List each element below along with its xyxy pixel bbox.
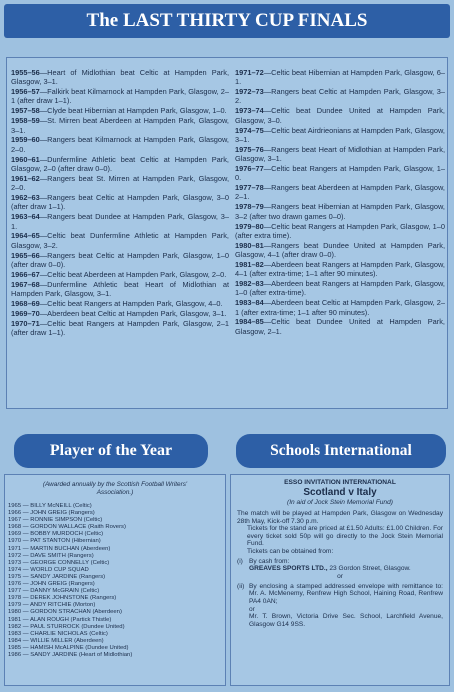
invitation-heading: ESSO INVITATION INTERNATIONAL bbox=[284, 479, 396, 486]
greaves-sports-name: GREAVES SPORTS LTD., bbox=[249, 565, 328, 573]
cup-final-entry: 1955–56—Heart of Midlothian beat Celtic at Hampden Park, Glasgow, 3–1. bbox=[11, 68, 229, 87]
player-of-year-item: 1985 — HAMISH McALPINE (Dundee United) bbox=[8, 644, 129, 651]
cup-final-result: Celtic beat Airdrieonians at Hampden Park, Glasgow, 3–1. bbox=[235, 125, 445, 144]
finals-left-column bbox=[11, 68, 229, 338]
player-of-year-item: 1984 — WILLIE MILLER (Aberdeen) bbox=[8, 637, 104, 644]
cup-final-entry: 1966–67—Celtic beat Aberdeen at Hampden Park, Glasgow, 2–0. bbox=[11, 269, 227, 279]
player-of-year-item: 1969 — BOBBY MURDOCH (Celtic) bbox=[8, 531, 104, 538]
cup-final-result: Heart of Midlothian beat Celtic at Hampden Park, Glasgow, 3–1. bbox=[11, 68, 229, 87]
cup-final-entry: 1967–68—Dunfermline Athletic beat Heart of Midlothian at Hampden Park, Glasgow, 3–1. bbox=[11, 279, 229, 298]
cup-final-result: Celtic beat Rangers at Hampden Park, Glasgow, 2–1 (after draw 1–1). bbox=[11, 318, 229, 337]
cup-final-result: Rangers beat Hibernian at Hampden Park, Glasgow, 3–2 (after two drawn games 0–0). bbox=[235, 202, 445, 221]
cup-final-season: 1984–85 bbox=[235, 317, 264, 327]
cup-final-entry: 1969–70—Aberdeen beat Celtic at Hampden Park, Glasgow, 3–1. bbox=[11, 308, 227, 318]
greaves-sports-address: 23 Gordon Street, Glasgow. bbox=[327, 565, 411, 573]
cup-final-entry: 1962–63—Rangers beat Celtic at Hampden Park, Glasgow, 3–0 (after draw 1–1). bbox=[11, 193, 229, 212]
cup-final-season: 1959–60 bbox=[11, 135, 40, 145]
cup-final-season: 1968–69 bbox=[11, 298, 40, 308]
cup-final-result: Celtic beat Rangers at Hampden Park, Glasgow, 4–0. bbox=[47, 298, 223, 308]
cup-final-entry: 1979–80—Celtic beat Rangers at Hampden Park, Glasgow, 1–0 (after extra time). bbox=[235, 221, 445, 240]
cup-final-entry: 1978–79—Rangers beat Hibernian at Hampden Park, Glasgow, 3–2 (after two drawn games 0–0). bbox=[235, 202, 445, 221]
cup-final-season: 1970–71 bbox=[11, 318, 40, 328]
schools-international-title: Schools International bbox=[270, 442, 412, 459]
cup-final-season: 1960–61 bbox=[11, 154, 40, 164]
cup-final-entry: 1961–62—Rangers beat St. Mirren at Hampden Park, Glasgow, 2–0. bbox=[11, 173, 229, 193]
cup-final-result: Celtic beat Rangers at Hampden Park, Glasgow, 1–0 (after extra time). bbox=[235, 221, 445, 240]
player-of-year-item: 1975 — SANDY JARDINE (Rangers) bbox=[8, 573, 106, 580]
player-of-year-item: 1971 — MARTIN BUCHAN (Aberdeen) bbox=[8, 545, 111, 552]
cup-final-season: 1979–80 bbox=[235, 221, 264, 231]
or-separator: or bbox=[337, 572, 343, 580]
match-title: Scotland v Italy bbox=[303, 487, 377, 498]
cup-final-season: 1962–63 bbox=[11, 193, 40, 203]
player-of-year-item: 1980 — GORDON STRACHAN (Aberdeen) bbox=[8, 609, 122, 616]
player-of-year-subtitle: (Awarded annually by the Scottish Football Writers' Association.) bbox=[42, 481, 188, 496]
cup-final-entry: 1960–61—Dunfermline Athletic beat Celtic at Hampden Park, Glasgow, 2–0 (after draw 0–0). bbox=[11, 154, 229, 173]
ticket-prices: Tickets for the stand are priced at £1.50 Adults: £1.00 Children. For every ticket sold 50p will go directly to the Jock Stein Memorial Fund. bbox=[247, 525, 443, 548]
or-separator-2: or bbox=[249, 605, 255, 613]
ticket-sources-intro: Tickets can be obtained from: bbox=[247, 547, 334, 555]
cup-final-result: Falkirk beat Kilmarnock at Hampden Park, Glasgow, 2–1 (after draw 1–1). bbox=[11, 87, 229, 106]
player-of-year-item: 1976 — JOHN GREIG (Rangers) bbox=[8, 581, 95, 588]
cup-final-season: 1972–73 bbox=[235, 87, 264, 97]
cup-final-season: 1976–77 bbox=[235, 163, 264, 173]
cup-final-entry: 1964–65—Celtic beat Dunfermline Athletic at Hampden Park, Glasgow, 3–2. bbox=[11, 231, 229, 250]
cup-final-entry: 1975–76—Rangers beat Heart of Midlothian at Hampden Park, Glasgow, 3–1. bbox=[235, 144, 445, 164]
player-of-year-item: 1972 — DAVE SMITH (Rangers) bbox=[8, 552, 94, 559]
cup-final-result: Rangers beat Celtic at Hampden Park, Glasgow, 1–0 (after draw 0–0). bbox=[11, 250, 229, 269]
option-post bbox=[237, 583, 443, 629]
cup-final-season: 1964–65 bbox=[11, 231, 40, 241]
memorial-fund-note: (In aid of Jock Stein Memorial Fund) bbox=[287, 499, 393, 506]
player-of-year-item: 1966 — JOHN GREIG (Rangers) bbox=[8, 510, 95, 517]
option-post-address-2: Mr. T. Brown, Victoria Drive Sec. School, Larchfield Avenue, Glasgow G14 9SS. bbox=[249, 613, 443, 628]
cup-final-season: 1958–59 bbox=[11, 116, 40, 126]
cup-final-result: Aberdeen beat Rangers at Hampden Park, Glasgow, 1–0 (after extra-time). bbox=[235, 279, 445, 298]
player-of-year-banner bbox=[14, 434, 208, 468]
player-of-year-item: 1973 — GEORGE CONNELLY (Celtic) bbox=[8, 559, 110, 566]
player-of-year-item: 1982 — PAUL STURROCK (Dundee United) bbox=[8, 623, 125, 630]
cup-final-result: Rangers beat Aberdeen at Hampden Park, Glasgow, 2–1. bbox=[235, 183, 445, 202]
player-of-year-item: 1979 — ANDY RITCHIE (Morton) bbox=[8, 602, 96, 609]
cup-final-result: Clyde beat Hibernian at Hampden Park, Glasgow, 1–0. bbox=[47, 106, 227, 116]
option-cash bbox=[237, 558, 443, 573]
cup-final-result: Dunfermline Athletic beat Celtic at Hampden Park, Glasgow, 2–0 (after draw 0–0). bbox=[11, 154, 229, 173]
cup-final-result: Aberdeen beat Rangers at Hampden Park, Glasgow, 4–1 (after extra-time; 1–1 after 90 minutes). bbox=[235, 259, 445, 279]
player-of-year-item: 1970 — PAT STANTON (Hibernian) bbox=[8, 538, 101, 545]
cup-final-result: Rangers beat Dundee at Hampden Park, Glasgow, 3–1. bbox=[11, 212, 229, 231]
cup-final-season: 1957–58 bbox=[11, 106, 40, 116]
cup-final-result: Rangers beat Dundee United at Hampden Park, Glasgow, 4–1 (after draw 0–0). bbox=[235, 240, 445, 259]
cup-final-season: 1974–75 bbox=[235, 125, 264, 135]
cup-final-entry: 1977–78—Rangers beat Aberdeen at Hampden Park, Glasgow, 2–1. bbox=[235, 183, 445, 202]
cup-final-season: 1963–64 bbox=[11, 212, 40, 222]
cup-final-entry: 1970–71—Celtic beat Rangers at Hampden Park, Glasgow, 2–1 (after draw 1–1). bbox=[11, 318, 229, 337]
player-of-year-item: 1986 — SANDY JARDINE (Heart of Midlothian) bbox=[8, 651, 133, 658]
cup-final-entry: 1963–64—Rangers beat Dundee at Hampden Park, Glasgow, 3–1. bbox=[11, 212, 229, 231]
cup-final-entry: 1983–84—Aberdeen beat Celtic at Hampden Park, Glasgow, 2–1 (after extra-time; 1–1 after 90 minutes). bbox=[235, 298, 445, 317]
cup-final-season: 1961–62 bbox=[11, 173, 40, 183]
cup-final-result: Celtic beat Rangers at Hampden Park, Glasgow, 1–0. bbox=[235, 163, 445, 183]
cup-final-season: 1973–74 bbox=[235, 106, 264, 116]
player-of-year-item: 1978 — DEREK JOHNSTONE (Rangers) bbox=[8, 595, 117, 602]
cup-final-entry: 1980–81—Rangers beat Dundee United at Hampden Park, Glasgow, 4–1 (after draw 0–0). bbox=[235, 240, 445, 259]
player-of-year-item: 1974 — WORLD CUP SQUAD bbox=[8, 566, 89, 573]
cup-final-season: 1978–79 bbox=[235, 202, 264, 212]
cup-final-result: Aberdeen beat Celtic at Hampden Park, Glasgow, 2–1 (after extra-time; 1–1 after 90 minutes). bbox=[235, 298, 445, 317]
cup-final-entry: 1972–73—Rangers beat Celtic at Hampden Park, Glasgow, 3–2. bbox=[235, 87, 445, 106]
cup-final-entry: 1958–59—St. Mirren beat Aberdeen at Hampden Park, Glasgow, 3–1. bbox=[11, 116, 229, 135]
finals-right-column bbox=[235, 68, 445, 337]
cup-final-entry: 1968–69—Celtic beat Rangers at Hampden Park, Glasgow, 4–0. bbox=[11, 298, 223, 308]
cup-final-entry: 1981–82—Aberdeen beat Rangers at Hampden Park, Glasgow, 4–1 (after extra-time; 1–1 after 90 minutes). bbox=[235, 259, 445, 279]
player-of-year-item: 1977 — DANNY McGRAIN (Celtic) bbox=[8, 588, 100, 595]
cup-final-entry: 1965–66—Rangers beat Celtic at Hampden Park, Glasgow, 1–0 (after draw 0–0). bbox=[11, 250, 229, 269]
cup-final-entry: 1957–58—Clyde beat Hibernian at Hampden Park, Glasgow, 1–0. bbox=[11, 106, 227, 116]
cup-final-season: 1983–84 bbox=[235, 298, 264, 308]
match-details: The match will be played at Hampden Park, Glasgow on Wednesday 28th May, Kick-off 7.30 p.m. bbox=[237, 510, 443, 525]
player-of-year-item: 1965 — BILLY McNEILL (Celtic) bbox=[8, 503, 92, 509]
cup-final-season: 1971–72 bbox=[235, 68, 264, 77]
player-of-year-panel bbox=[4, 474, 226, 686]
player-of-year-list bbox=[8, 503, 225, 659]
cup-final-result: Dunfermline Athletic beat Heart of Midlothian at Hampden Park, Glasgow, 3–1. bbox=[11, 279, 229, 298]
cup-final-season: 1975–76 bbox=[235, 144, 264, 154]
cup-final-entry: 1974–75—Celtic beat Airdrieonians at Hampden Park, Glasgow, 3–1. bbox=[235, 125, 445, 144]
cup-final-result: Rangers beat Celtic at Hampden Park, Glasgow, 3–0 (after draw 1–1). bbox=[11, 193, 229, 212]
cup-final-result: Rangers beat Celtic at Hampden Park, Glasgow, 3–2. bbox=[235, 87, 445, 106]
player-of-year-item: 1981 — ALAN ROUGH (Partick Thistle) bbox=[8, 616, 112, 623]
cup-final-entry: 1973–74—Celtic beat Dundee United at Hampden Park, Glasgow, 3–0. bbox=[235, 106, 445, 125]
cup-final-entry: 1956–57—Falkirk beat Kilmarnock at Hampden Park, Glasgow, 2–1 (after draw 1–1). bbox=[11, 87, 229, 106]
cup-final-entry: 1971–72—Celtic beat Hibernian at Hampden Park, Glasgow, 6–1. bbox=[235, 68, 445, 87]
cup-final-entry: 1982–83—Aberdeen beat Rangers at Hampden Park, Glasgow, 1–0 (after extra-time). bbox=[235, 279, 445, 298]
player-of-year-item: 1967 — RONNIE SIMPSON (Celtic) bbox=[8, 517, 103, 524]
cup-final-result: Aberdeen beat Celtic at Hampden Park, Glasgow, 3–1. bbox=[47, 308, 227, 318]
cup-final-season: 1966–67 bbox=[11, 269, 40, 279]
cup-final-result: Rangers beat Kilmarnock at Hampden Park, Glasgow, 2–0. bbox=[11, 135, 229, 154]
cup-final-result: Rangers beat St. Mirren at Hampden Park, Glasgow, 2–0. bbox=[11, 173, 229, 193]
cup-final-result: Celtic beat Dunfermline Athletic at Hampden Park, Glasgow, 3–2. bbox=[11, 231, 229, 250]
cup-final-season: 1982–83 bbox=[235, 279, 264, 289]
cup-final-season: 1981–82 bbox=[235, 259, 264, 269]
option-post-address-1: By enclosing a stamped addressed envelope with remittance to: Mr. A. McMenemy, Renfrew High School, Haining Road, Renfrew PA4 0AN; bbox=[249, 582, 443, 605]
cup-final-result: Celtic beat Hibernian at Hampden Park, Glasgow, 6–1. bbox=[235, 68, 445, 87]
option-cash-label: (i) bbox=[237, 557, 243, 565]
cup-final-season: 1969–70 bbox=[11, 308, 40, 318]
cup-final-result: Rangers beat Heart of Midlothian at Hampden Park, Glasgow, 3–1. bbox=[235, 144, 445, 164]
schools-international-banner bbox=[236, 434, 446, 468]
option-cash-intro: By cash from: bbox=[249, 557, 290, 565]
cup-final-result: Celtic beat Dundee United at Hampden Park, Glasgow, 3–0. bbox=[235, 106, 445, 125]
cup-final-season: 1955–56 bbox=[11, 68, 40, 77]
option-post-label: (ii) bbox=[237, 582, 245, 590]
cup-final-season: 1977–78 bbox=[235, 183, 264, 193]
cup-final-season: 1965–66 bbox=[11, 250, 40, 260]
schools-international-panel bbox=[230, 474, 450, 686]
cup-final-entry: 1984–85—Celtic beat Dundee United at Hampden Park, Glasgow, 2–1. bbox=[235, 317, 445, 336]
page-title: The LAST THIRTY CUP FINALS bbox=[86, 10, 368, 31]
cup-finals-panel bbox=[6, 57, 448, 409]
cup-final-season: 1956–57 bbox=[11, 87, 40, 97]
cup-final-result: Celtic beat Dundee United at Hampden Park, Glasgow, 2–1. bbox=[235, 317, 445, 336]
player-of-year-item: 1983 — CHARLIE NICHOLAS (Celtic) bbox=[8, 630, 108, 637]
cup-final-result: Celtic beat Aberdeen at Hampden Park, Glasgow, 2–0. bbox=[47, 269, 227, 279]
cup-final-entry: 1976–77—Celtic beat Rangers at Hampden Park, Glasgow, 1–0. bbox=[235, 163, 445, 183]
player-of-year-item: 1968 — GORDON WALLACE (Raith Rovers) bbox=[8, 524, 126, 531]
page-title-banner bbox=[4, 4, 450, 38]
cup-final-result: St. Mirren beat Aberdeen at Hampden Park, Glasgow, 3–1. bbox=[11, 116, 229, 135]
player-of-year-title: Player of the Year bbox=[49, 442, 173, 459]
cup-final-season: 1980–81 bbox=[235, 240, 264, 250]
cup-final-season: 1967–68 bbox=[11, 279, 40, 289]
cup-final-entry: 1959–60—Rangers beat Kilmarnock at Hampden Park, Glasgow, 2–0. bbox=[11, 135, 229, 154]
